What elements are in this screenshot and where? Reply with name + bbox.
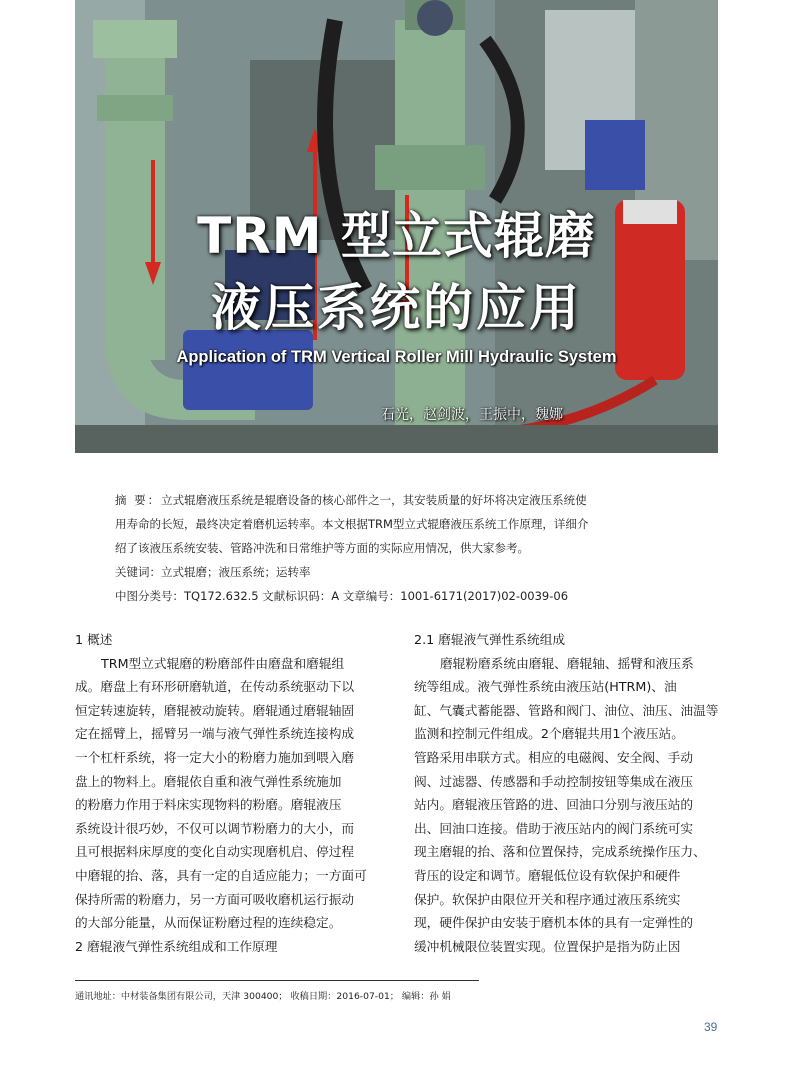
body-line: 成。磨盘上有环形研磨轨道，在传动系统驱动下以	[75, 679, 355, 695]
body-line: 保持所需的粉磨力，另一方面可吸收磨机运行振动	[75, 891, 355, 907]
section-heading-2: 2 磨辊液气弹性系统组成和工作原理	[75, 938, 278, 954]
keywords: 关键词：立式辊磨；液压系统；运转率	[115, 565, 311, 579]
body-line: 盘上的物料上。磨辊依自重和液气弹性系统施加	[75, 773, 342, 789]
body-line: 缓冲机械限位装置实现。位置保护是指为防止因	[414, 938, 681, 954]
abstract-line: 用寿命的长短，最终决定着磨机运转率。本文根据TRM型立式辊磨液压系统工作原理，详细介	[115, 517, 589, 531]
body-line: 且可根据料床厚度的变化自动实现磨机启、停过程	[75, 844, 355, 860]
english-title: Application of TRM Vertical Roller Mill Hydraulic System	[176, 348, 617, 366]
abstract-text: 立式辊磨液压系统是辊磨设备的核心部件之一，其安装质量的好坏将决定液压系统使	[161, 493, 587, 507]
body-line: 保护。软保护由限位开关和程序通过液压系统实	[414, 891, 681, 907]
subsection-heading: 2.1 磨辊液气弹性系统组成	[414, 632, 566, 647]
body-line: 站内。磨辊液压管路的进、回油口分别与液压站的	[414, 797, 694, 813]
abstract-label: 摘 要：	[115, 493, 162, 507]
body-line: 背压的设定和调节。磨辊低位设有软保护和硬件	[414, 867, 681, 883]
article-title-line2: 液压系统的应用	[211, 279, 582, 337]
body-line: 定在摇臂上，摇臂另一端与液气弹性系统连接构成	[75, 726, 355, 742]
body-line: 现主磨辊的抬、落和位置保持，完成系统操作压力、	[414, 844, 706, 860]
body-line: 现，硬件保护由安装于磨机本体的具有一定弹性的	[414, 915, 694, 931]
page-number: 39	[704, 1020, 718, 1034]
section-heading-1: 1 概述	[75, 632, 113, 647]
footnote-divider	[75, 980, 479, 981]
body-line: 一个杠杆系统，将一定大小的粉磨力施加到喂入磨	[75, 749, 355, 765]
left-column	[75, 628, 380, 958]
footnote: 通讯地址：中材装备集团有限公司，天津 300400； 收稿日期：2016-07-01； 编辑：孙 娟	[75, 991, 451, 1002]
authors: 石光，赵剑波，王振中，魏娜	[381, 407, 563, 423]
body-line: TRM型立式辊磨的粉磨部件由磨盘和磨辊组	[101, 655, 345, 671]
body-line: 的粉磨力作用于料床实现物料的粉磨。磨辊液压	[75, 797, 342, 813]
body-line: 管路采用串联方式。相应的电磁阀、安全阀、手动	[414, 749, 694, 765]
abstract-line: 绍了该液压系统安装、管路冲洗和日常维护等方面的实际应用情况，供大家参考。	[115, 541, 529, 555]
body-line: 磨辊粉磨系统由磨辊、磨辊轴、摇臂和液压系	[440, 655, 694, 671]
hero-photo	[75, 0, 718, 453]
body-line: 出、回油口连接。借助于液压站内的阀门系统可实	[414, 820, 694, 836]
classification-numbers: 中图分类号：TQ172.632.5 文献标识码：A 文章编号：1001-6171(2017)02-0039-06	[115, 589, 569, 603]
body-line: 缸、气囊式蓄能器、管路和阀门、油位、油压、油温等	[414, 702, 719, 718]
abstract-line	[115, 488, 685, 512]
body-line: 系统设计很巧妙，不仅可以调节粉磨力的大小，而	[75, 820, 355, 836]
right-column	[414, 628, 719, 958]
body-line: 的大部分能量，从而保证粉磨过程的连续稳定。	[75, 915, 342, 931]
body-line: 监测和控制元件组成。2个磨辊共用1个液压站。	[414, 726, 684, 742]
body-line: 阀、过滤器、传感器和手动控制按钮等集成在液压	[414, 773, 694, 789]
abstract-block	[115, 488, 685, 608]
body-line: 中磨辊的抬、落，具有一定的自适应能力；一方面可	[75, 867, 367, 883]
body-line: 恒定转速旋转，磨辊被动旋转。磨辊通过磨辊轴固	[75, 702, 355, 718]
body-line: 统等组成。液气弹性系统由液压站(HTRM)、油	[414, 679, 677, 695]
article-title-line1: TRM 型立式辊磨	[197, 207, 596, 265]
